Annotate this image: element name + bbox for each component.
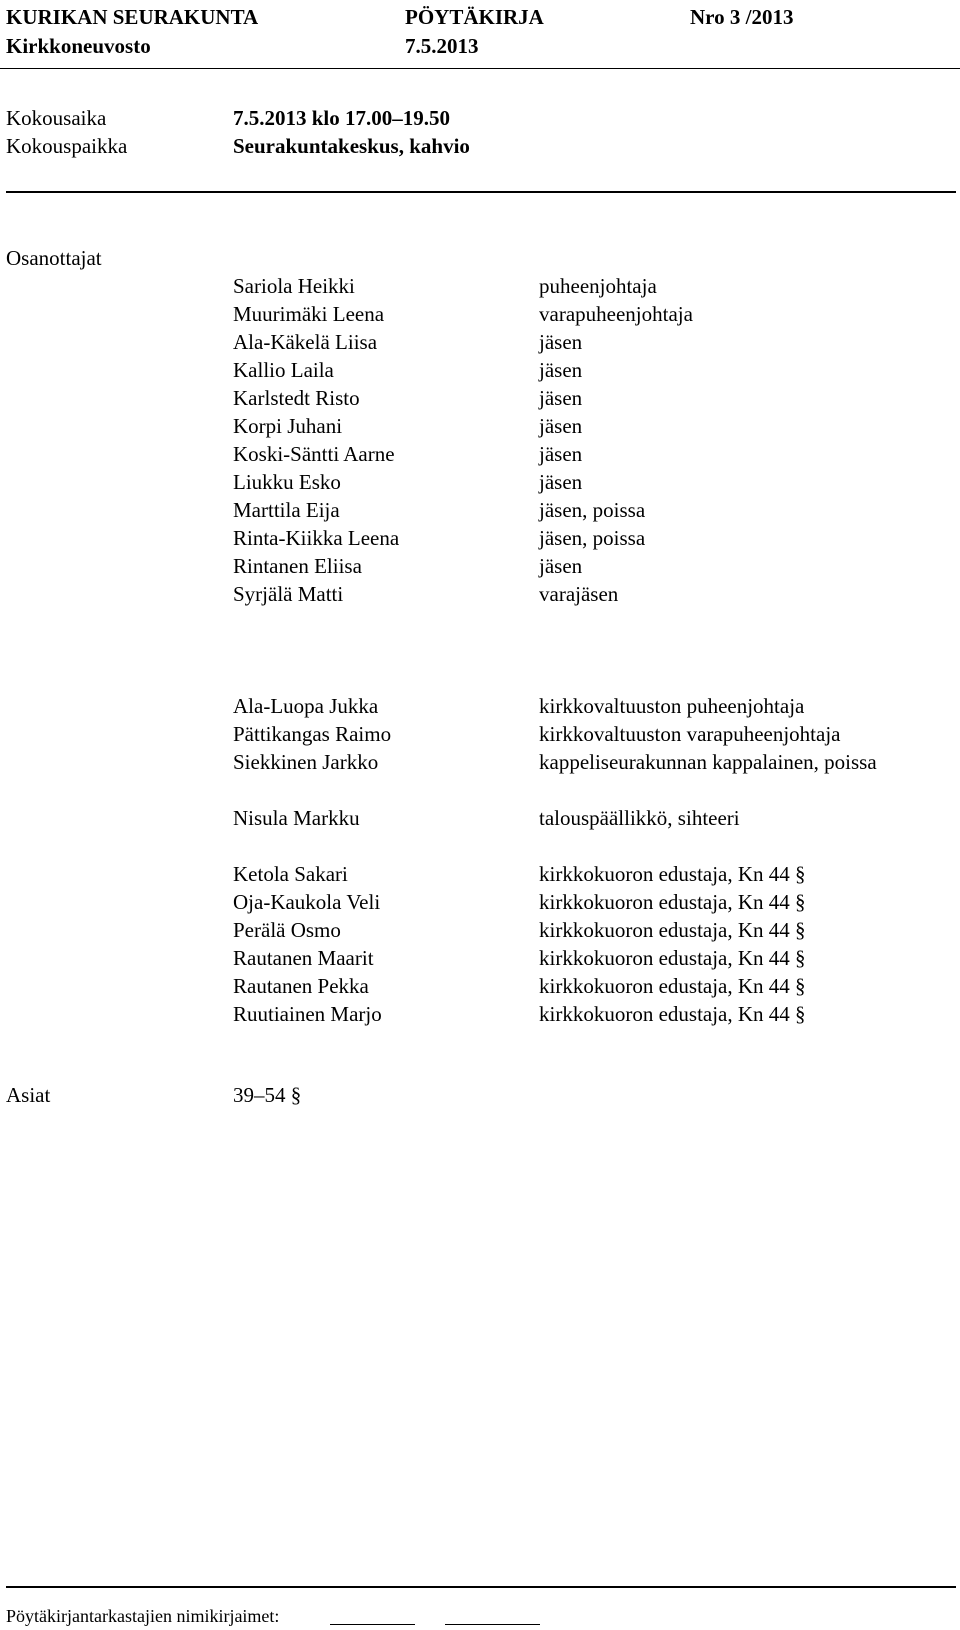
meeting-body: Kirkkoneuvosto xyxy=(6,34,151,58)
choir-rep-name: Rautanen Pekka xyxy=(233,974,369,998)
matters-range: 39–54 § xyxy=(233,1083,302,1107)
member-name: Koski-Säntti Aarne xyxy=(233,442,395,466)
member-role: jäsen xyxy=(539,470,583,494)
secretary-role: talouspäällikkö, sihteeri xyxy=(539,806,740,830)
choir-rep-role: kirkkokuoron edustaja, Kn 44 § xyxy=(539,946,806,970)
member-name: Sariola Heikki xyxy=(233,274,355,298)
document-number: Nro 3 /2013 xyxy=(690,5,794,29)
choir-rep-role: kirkkokuoron edustaja, Kn 44 § xyxy=(539,918,806,942)
member-name: Rintanen Eliisa xyxy=(233,554,362,578)
member-role: jäsen xyxy=(539,554,583,578)
member-name: Kallio Laila xyxy=(233,358,334,382)
member-role: jäsen xyxy=(539,358,583,382)
attendee-role: kirkkovaltuuston varapuheenjohtaja xyxy=(539,722,841,746)
member-name: Karlstedt Risto xyxy=(233,386,360,410)
meeting-time-label: Kokousaika xyxy=(6,106,107,130)
meeting-time-value: 7.5.2013 klo 17.00–19.50 xyxy=(233,106,451,130)
member-role: jäsen xyxy=(539,442,583,466)
meeting-place-value: Seurakuntakeskus, kahvio xyxy=(233,134,470,158)
member-role: varajäsen xyxy=(539,582,619,606)
attendee-name: Ala-Luopa Jukka xyxy=(233,694,379,718)
footer-divider xyxy=(6,1586,956,1588)
signature-line-2 xyxy=(445,1624,540,1625)
member-name: Muurimäki Leena xyxy=(233,302,385,326)
choir-rep-name: Rautanen Maarit xyxy=(233,946,374,970)
member-role: jäsen xyxy=(539,330,583,354)
member-name: Ala-Käkelä Liisa xyxy=(233,330,378,354)
choir-rep-role: kirkkokuoron edustaja, Kn 44 § xyxy=(539,1002,806,1026)
parish-name: KURIKAN SEURAKUNTA xyxy=(6,5,259,29)
member-role: jäsen, poissa xyxy=(539,526,646,550)
member-name: Korpi Juhani xyxy=(233,414,343,438)
member-role: jäsen xyxy=(539,386,583,410)
header-divider xyxy=(0,68,960,69)
choir-rep-role: kirkkokuoron edustaja, Kn 44 § xyxy=(539,974,806,998)
signature-line-1 xyxy=(330,1624,415,1625)
choir-rep-name: Ruutiainen Marjo xyxy=(233,1002,382,1026)
document-type: PÖYTÄKIRJA xyxy=(405,5,544,29)
choir-rep-role: kirkkokuoron edustaja, Kn 44 § xyxy=(539,862,806,886)
section-divider xyxy=(6,191,956,193)
choir-rep-role: kirkkokuoron edustaja, Kn 44 § xyxy=(539,890,806,914)
choir-rep-name: Perälä Osmo xyxy=(233,918,341,942)
member-role: jäsen, poissa xyxy=(539,498,646,522)
attendee-role: kirkkovaltuuston puheenjohtaja xyxy=(539,694,805,718)
member-role: puheenjohtaja xyxy=(539,274,657,298)
matters-label: Asiat xyxy=(6,1083,51,1107)
member-role: varapuheenjohtaja xyxy=(539,302,693,326)
meeting-place-label: Kokouspaikka xyxy=(6,134,128,158)
signature-initials-label: Pöytäkirjantarkastajien nimikirjaimet: xyxy=(6,1606,280,1626)
attendee-role: kappeliseurakunnan kappalainen, poissa xyxy=(539,750,877,774)
member-name: Syrjälä Matti xyxy=(233,582,344,606)
header-date: 7.5.2013 xyxy=(405,34,479,58)
attendee-name: Siekkinen Jarkko xyxy=(233,750,379,774)
member-name: Liukku Esko xyxy=(233,470,341,494)
choir-rep-name: Ketola Sakari xyxy=(233,862,348,886)
member-name: Rinta-Kiikka Leena xyxy=(233,526,400,550)
member-role: jäsen xyxy=(539,414,583,438)
secretary-name: Nisula Markku xyxy=(233,806,360,830)
attendee-name: Pättikangas Raimo xyxy=(233,722,392,746)
choir-rep-name: Oja-Kaukola Veli xyxy=(233,890,381,914)
member-name: Marttila Eija xyxy=(233,498,340,522)
participants-label: Osanottajat xyxy=(6,246,102,270)
